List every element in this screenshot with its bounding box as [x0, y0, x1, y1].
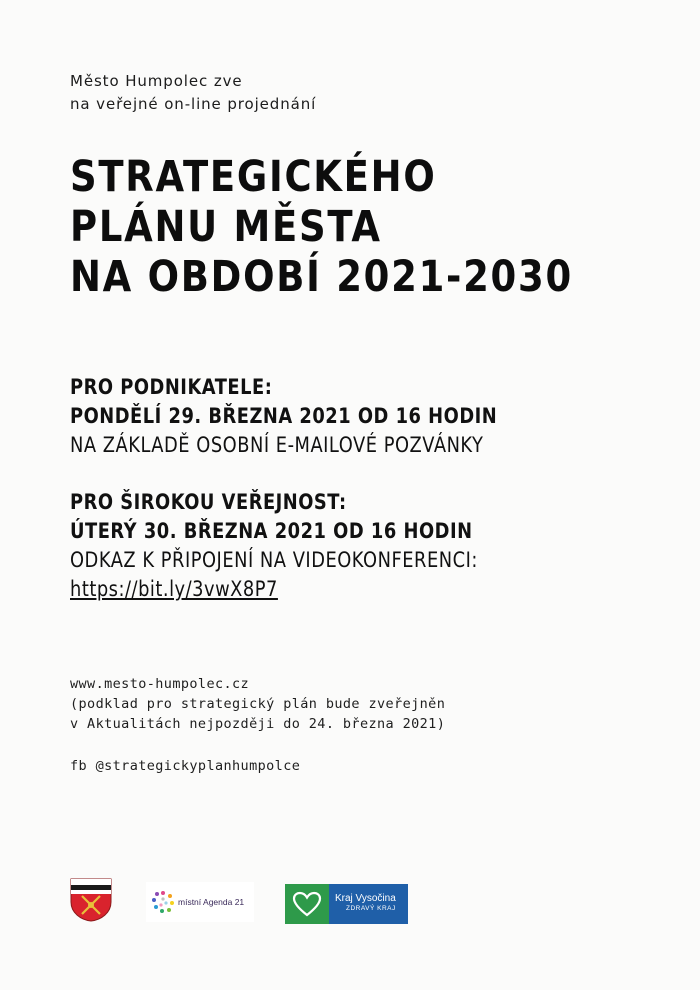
- public-section: [70, 488, 478, 604]
- public-date: ÚTERÝ 30. BŘEZNA 2021 OD 16 HODIN: [70, 519, 473, 543]
- zdravy-kraj-label: ZDRAVÝ KRAJ: [345, 905, 396, 912]
- footer-info: [70, 674, 445, 776]
- publication-note-1: (podklad pro strategický plán bude zveřejněn: [70, 696, 446, 712]
- intro-line-2: na veřejné on-line projednání: [70, 95, 317, 113]
- business-note: NA ZÁKLADĚ OSOBNÍ E-MAILOVÉ POZVÁNKY: [70, 433, 484, 457]
- public-heading: PRO ŠIROKOU VEŘEJNOST:: [70, 490, 347, 514]
- title-line-2: PLÁNU MĚSTA: [70, 202, 382, 252]
- page-title: [70, 152, 573, 302]
- business-date: PONDĚLÍ 29. BŘEZNA 2021 OD 16 HODIN: [70, 404, 498, 428]
- publication-note-2: v Aktualitách nejpozději do 24. března 2021): [70, 716, 446, 732]
- agenda21-label: místní Agenda 21: [178, 897, 245, 907]
- logos-row: [0, 870, 700, 940]
- facebook-handle[interactable]: fb @strategickyplanhumpolce: [70, 758, 301, 774]
- business-heading: PRO PODNIKATELE:: [70, 375, 273, 399]
- heart-icon: [292, 891, 322, 917]
- videoconference-link[interactable]: https://bit.ly/3vwX8P7: [70, 577, 278, 601]
- title-line-1: STRATEGICKÉHO: [70, 152, 437, 202]
- public-note: ODKAZ K PŘIPOJENÍ NA VIDEOKONFERENCI:: [70, 548, 478, 572]
- invitation-intro: [70, 70, 316, 116]
- kraj-vysocina-logo: [285, 884, 408, 924]
- title-line-3: NA OBDOBÍ 2021-2030: [70, 252, 573, 302]
- intro-line-1: Město Humpolec zve: [70, 72, 243, 90]
- kraj-vysocina-label: Kraj Vysočina: [335, 893, 396, 904]
- business-section: [70, 373, 497, 460]
- website-link[interactable]: www.mesto-humpolec.cz: [70, 676, 250, 692]
- mistni-agenda21-logo: [146, 882, 254, 922]
- agenda21-dots-icon: [151, 890, 175, 914]
- humpolec-coat-of-arms-icon: [70, 878, 112, 922]
